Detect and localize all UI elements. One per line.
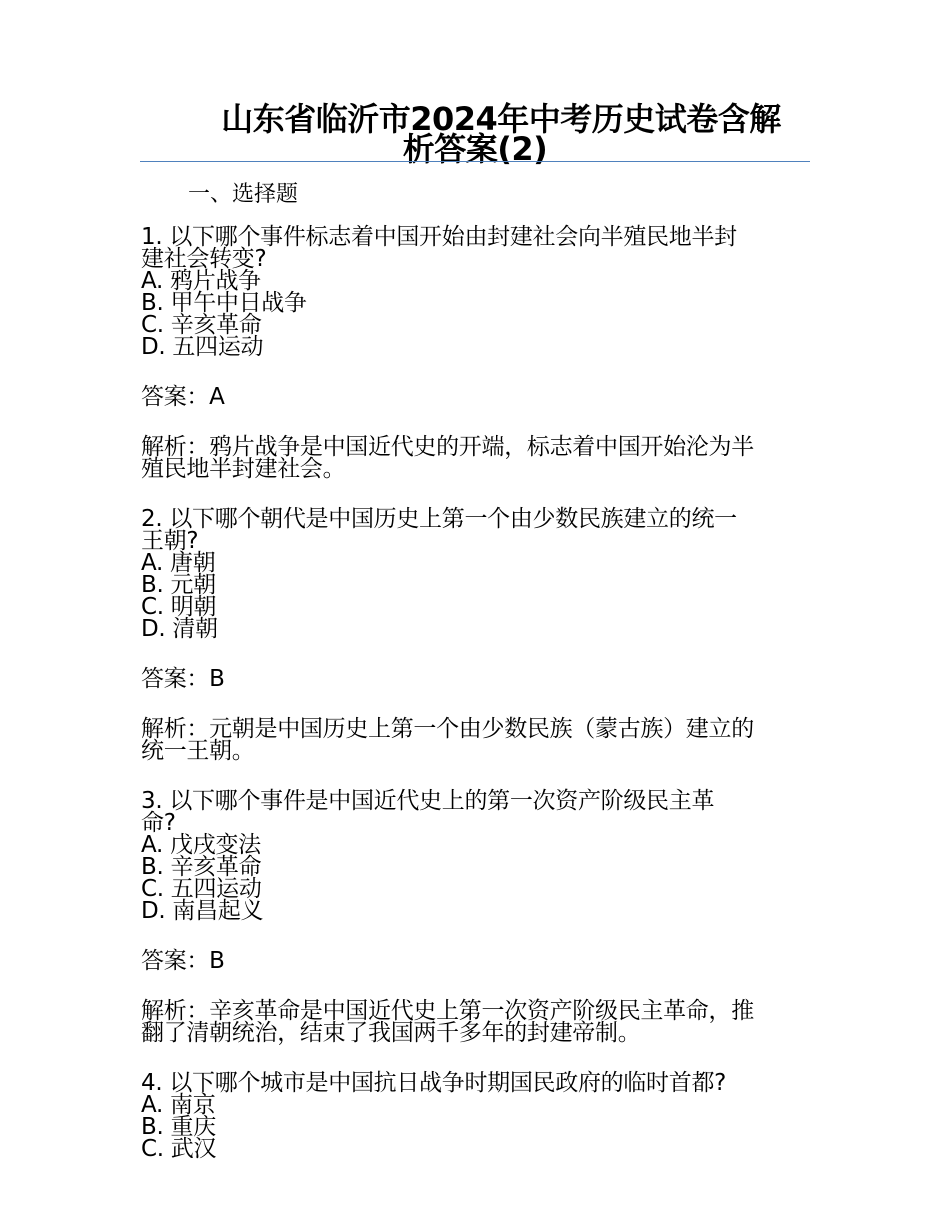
question-1-analysis [141,436,813,480]
question-2 [141,508,813,762]
question-3-text-line-2: 命? [141,810,176,836]
question-3-analysis-line-2: 翻了清朝统治，结束了我国两千多年的封建帝制。 [141,1020,641,1046]
question-3-analysis-line-1: 解析：辛亥革命是中国近代史上第一次资产阶级民主革命，推 [141,998,754,1024]
question-3-option-d: D. 南昌起义 [141,898,264,924]
question-1-analysis-line-1: 解析：鸦片战争是中国近代史的开端，标志着中国开始沦为半 [141,434,754,460]
question-4-option-c: C. 武汉 [141,1136,217,1162]
question-1-analysis-line-2: 殖民地半封建社会。 [141,456,346,482]
question-2-option-c: C. 明朝 [141,594,217,620]
questions-list [141,226,813,1160]
question-3-option-c: C. 五四运动 [141,876,262,902]
question-1-text-line-2: 建社会转变? [141,246,267,272]
question-3-text-line-1: 3. 以下哪个事件是中国近代史上的第一次资产阶级民主革 [141,788,715,814]
title-line-2: 析答案(2) [402,130,548,168]
title-underline [140,161,810,162]
question-2-answer: 答案：B [141,666,225,692]
question-2-text-line-1: 2. 以下哪个朝代是中国历史上第一个由少数民族建立的统一 [141,506,737,532]
question-4-text-line-1: 4. 以下哪个城市是中国抗日战争时期国民政府的临时首都? [141,1070,727,1096]
question-3 [141,790,813,1044]
document-title [140,100,810,168]
question-1-option-d: D. 五四运动 [141,334,264,360]
section-heading: 一、选择题 [188,182,299,207]
question-2-text-line-2: 王朝? [141,528,199,554]
question-2-option-d: D. 清朝 [141,616,218,642]
question-2-analysis [141,718,813,762]
question-1-answer: 答案：A [141,384,225,410]
question-2-option-b: B. 元朝 [141,572,216,598]
question-3-answer: 答案：B [141,948,225,974]
question-1-option-c: C. 辛亥革命 [141,312,262,338]
question-2-analysis-line-1: 解析：元朝是中国历史上第一个由少数民族（蒙古族）建立的 [141,716,754,742]
question-4-option-a: A. 南京 [141,1092,216,1118]
question-4 [141,1072,813,1160]
question-1-option-a: A. 鸦片战争 [141,268,261,294]
question-3-option-a: A. 戊戌变法 [141,832,261,858]
question-2-analysis-line-2: 统一王朝。 [141,738,255,764]
title-line-1: 山东省临沂市2024年中考历史试卷含解 [221,100,781,138]
question-1 [141,226,813,480]
question-4-option-b: B. 重庆 [141,1114,216,1140]
question-3-option-b: B. 辛亥革命 [141,854,262,880]
question-3-analysis [141,1000,813,1044]
question-1-option-b: B. 甲午中日战争 [141,290,307,316]
question-2-option-a: A. 唐朝 [141,550,216,576]
question-1-text-line-1: 1. 以下哪个事件标志着中国开始由封建社会向半殖民地半封 [141,224,737,250]
